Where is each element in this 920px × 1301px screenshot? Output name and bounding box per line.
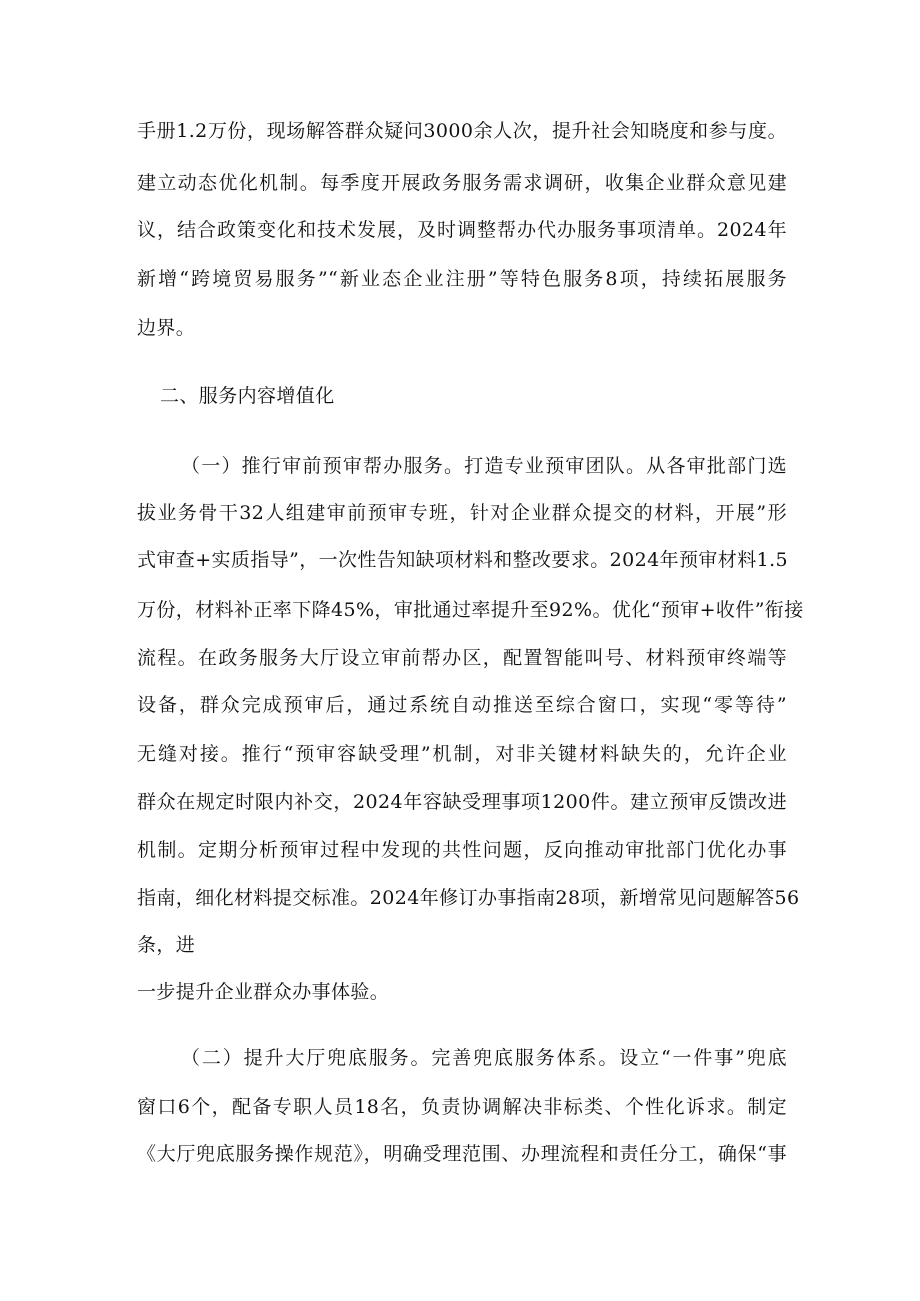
text-line: 设备，群众完成预审后，通过系统自动推送至综合窗口，实现“零等待”	[137, 694, 787, 716]
text-line: 窗口6个，配备专职人员18名，负责协调解决非标类、个性化诉求。制定	[137, 1096, 787, 1118]
text-line: 拔业务骨干32人组建审前预审专班，针对企业群众提交的材料，开展”形	[137, 502, 787, 524]
text-line: 边界。	[137, 317, 196, 339]
text-line: 议，结合政策变化和技术发展，及时调整帮办代办服务事项清单。2024年	[137, 219, 787, 241]
text-line: 机制。定期分析预审过程中发现的共性问题，反向推动审批部门优化办事	[137, 839, 787, 861]
text-line: 手册1.2万份，现场解答群众疑问3000余人次，提升社会知晓度和参与度。	[137, 120, 787, 142]
text-line: 条，进	[137, 934, 196, 956]
text-line: 一步提升企业群众办事体验。	[137, 981, 390, 1003]
text-line: 无缝对接。推行“预审容缺受理”机制，对非关键材料缺失的，允许企业	[137, 743, 787, 765]
text-line: 《大厅兜底服务操作规范》，明确受理范围、办理流程和责任分工，确保“事	[137, 1143, 787, 1165]
section-heading: 二、服务内容增值化	[160, 385, 335, 407]
text-line: 流程。在政务服务大厅设立审前帮办区，配置智能叫号、材料预审终端等	[137, 647, 787, 669]
text-line: （二）提升大厅兜底服务。完善兜底服务体系。设立“一件事”兜底	[181, 1047, 787, 1069]
text-line: 群众在规定时限内补交，2024年容缺受理事项1200件。建立预审反馈改进	[137, 791, 787, 813]
text-line: 新增“跨境贸易服务”“新业态企业注册”等特色服务8项，持续拓展服务	[137, 268, 787, 290]
text-line: 式审查+实质指导”，一次性告知缺项材料和整改要求。2024年预审材料1.5	[137, 549, 789, 571]
text-line: 万份，材料补正率下降45%，审批通过率提升至92%。优化“预审+收件”衔接	[137, 599, 804, 621]
text-line: 指南，细化材料提交标准。2024年修订办事指南28项，新增常见问题解答56	[137, 887, 800, 909]
text-line: 建立动态优化机制。每季度开展政务服务需求调研，收集企业群众意见建	[137, 172, 787, 194]
text-line: （一）推行审前预审帮办服务。打造专业预审团队。从各审批部门选	[181, 455, 787, 477]
